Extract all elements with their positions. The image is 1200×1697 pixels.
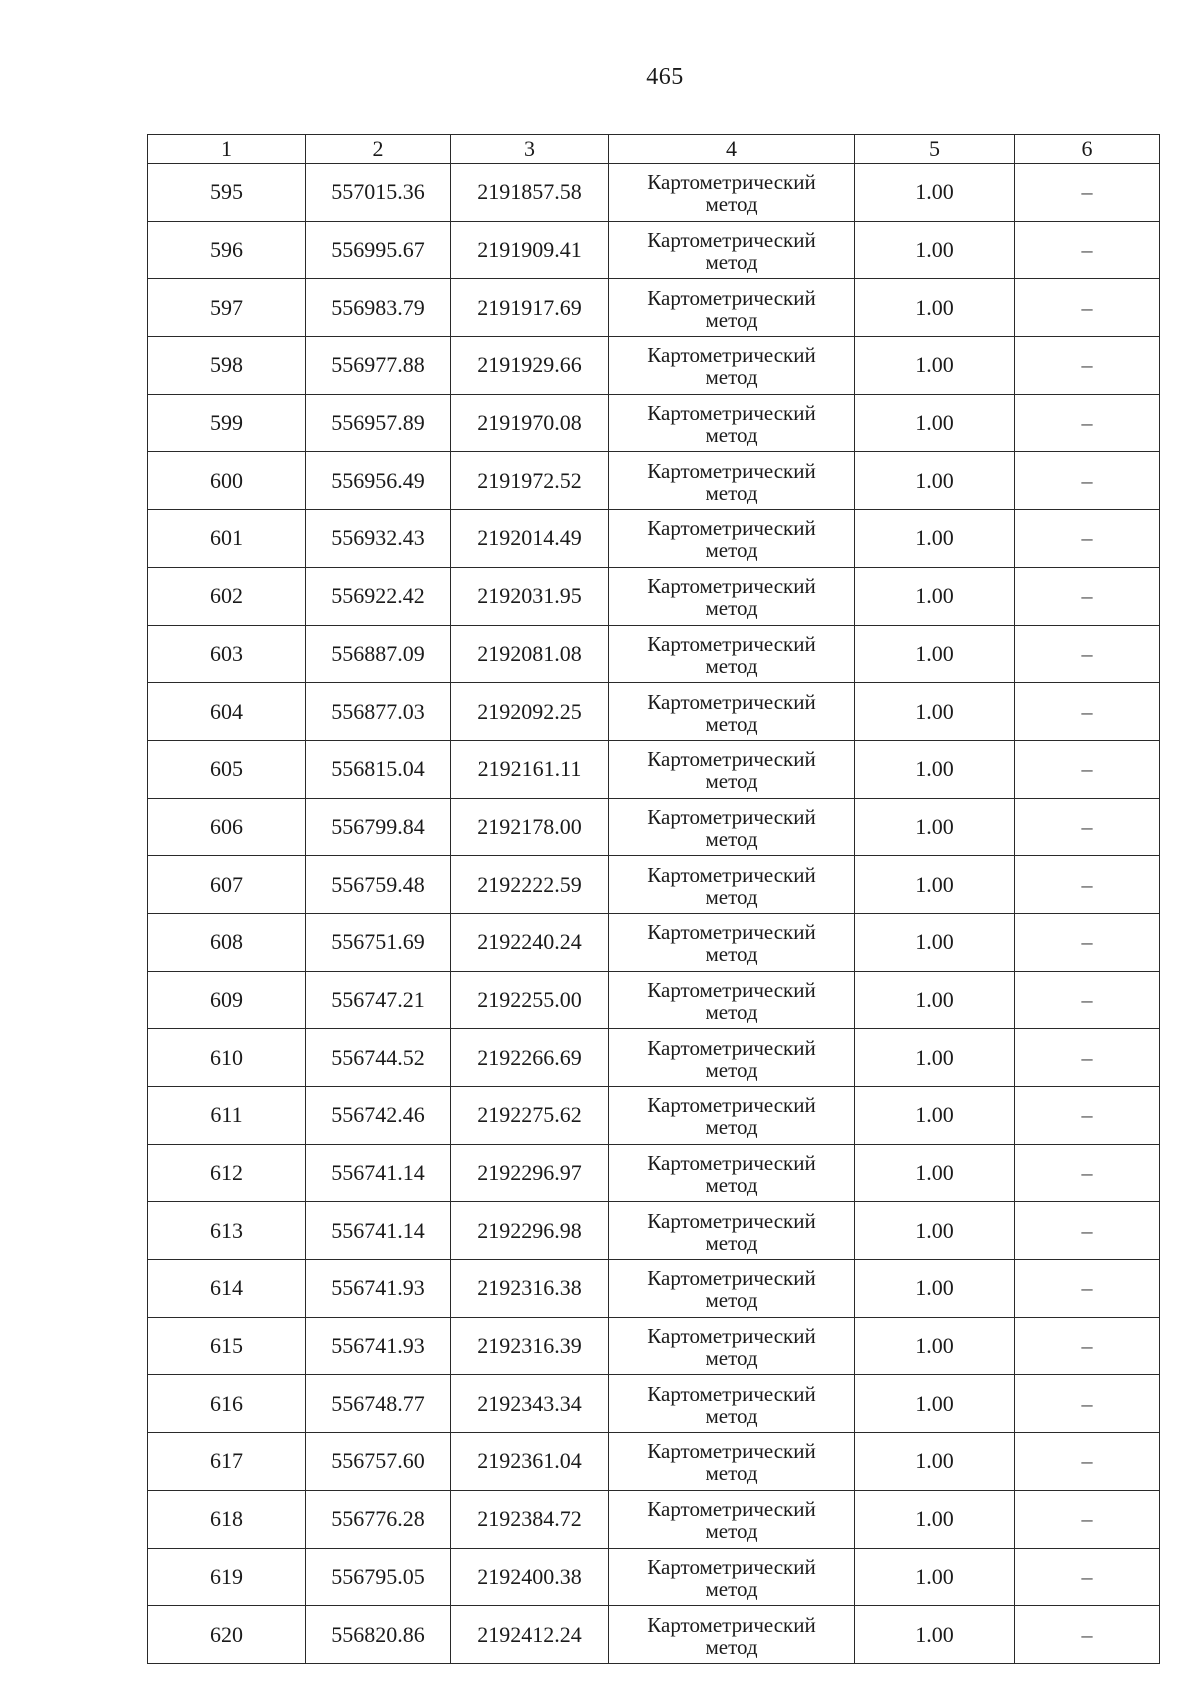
method-line-2: метод bbox=[705, 596, 758, 621]
point-number-cell: 615 bbox=[148, 1317, 306, 1375]
table-row bbox=[148, 971, 1160, 1029]
y-coordinate-cell: 2191929.66 bbox=[451, 337, 609, 395]
accuracy-cell: 1.00 bbox=[855, 164, 1015, 222]
x-coordinate-cell: 556887.09 bbox=[306, 625, 451, 683]
x-coordinate-cell: 556742.46 bbox=[306, 1087, 451, 1145]
y-coordinate-cell: 2191857.58 bbox=[451, 164, 609, 222]
point-number-cell: 613 bbox=[148, 1202, 306, 1260]
method-line-1: Картометрический bbox=[647, 631, 816, 656]
note-cell: – bbox=[1015, 683, 1160, 741]
method-cell bbox=[609, 567, 855, 625]
method-line-1: Картометрический bbox=[647, 977, 816, 1002]
method-cell bbox=[609, 1490, 855, 1548]
method-cell bbox=[609, 1202, 855, 1260]
method-line-1: Картометрический bbox=[647, 920, 816, 945]
method-line-2: метод bbox=[705, 1288, 758, 1313]
point-number-cell: 604 bbox=[148, 683, 306, 741]
method-line-2: метод bbox=[705, 1115, 758, 1140]
table-row bbox=[148, 856, 1160, 914]
method-line-1: Картометрический bbox=[647, 516, 816, 541]
note-cell: – bbox=[1015, 913, 1160, 971]
y-coordinate-cell: 2191970.08 bbox=[451, 394, 609, 452]
method-line-2: метод bbox=[705, 192, 758, 217]
note-cell: – bbox=[1015, 1375, 1160, 1433]
method-line-1: Картометрический bbox=[647, 1093, 816, 1118]
note-cell: – bbox=[1015, 164, 1160, 222]
table-row bbox=[148, 1490, 1160, 1548]
accuracy-cell: 1.00 bbox=[855, 1548, 1015, 1606]
accuracy-cell: 1.00 bbox=[855, 452, 1015, 510]
y-coordinate-cell: 2192240.24 bbox=[451, 913, 609, 971]
point-number-cell: 595 bbox=[148, 164, 306, 222]
method-line-1: Картометрический bbox=[647, 228, 816, 253]
table-row bbox=[148, 394, 1160, 452]
table-body bbox=[148, 164, 1160, 1664]
accuracy-cell: 1.00 bbox=[855, 971, 1015, 1029]
table-row bbox=[148, 1433, 1160, 1491]
y-coordinate-cell: 2192400.38 bbox=[451, 1548, 609, 1606]
point-number-cell: 608 bbox=[148, 913, 306, 971]
method-cell bbox=[609, 279, 855, 337]
accuracy-cell: 1.00 bbox=[855, 1317, 1015, 1375]
method-line-2: метод bbox=[705, 826, 758, 851]
method-line-2: метод bbox=[705, 653, 758, 678]
y-coordinate-cell: 2191909.41 bbox=[451, 221, 609, 279]
note-cell: – bbox=[1015, 337, 1160, 395]
method-cell bbox=[609, 856, 855, 914]
point-number-cell: 607 bbox=[148, 856, 306, 914]
x-coordinate-cell: 556932.43 bbox=[306, 510, 451, 568]
method-line-2: метод bbox=[705, 1403, 758, 1428]
y-coordinate-cell: 2192316.39 bbox=[451, 1317, 609, 1375]
point-number-cell: 599 bbox=[148, 394, 306, 452]
header-cell-3: 3 bbox=[451, 135, 609, 164]
x-coordinate-cell: 556741.14 bbox=[306, 1144, 451, 1202]
y-coordinate-cell: 2192384.72 bbox=[451, 1490, 609, 1548]
x-coordinate-cell: 556977.88 bbox=[306, 337, 451, 395]
y-coordinate-cell: 2192031.95 bbox=[451, 567, 609, 625]
note-cell: – bbox=[1015, 567, 1160, 625]
y-coordinate-cell: 2192222.59 bbox=[451, 856, 609, 914]
method-line-1: Картометрический bbox=[647, 1035, 816, 1060]
x-coordinate-cell: 556995.67 bbox=[306, 221, 451, 279]
method-line-1: Картометрический bbox=[647, 862, 816, 887]
table-row bbox=[148, 1375, 1160, 1433]
method-cell bbox=[609, 510, 855, 568]
table-header bbox=[148, 135, 1160, 164]
accuracy-cell: 1.00 bbox=[855, 1260, 1015, 1318]
method-line-1: Картометрический bbox=[647, 1381, 816, 1406]
point-number-cell: 603 bbox=[148, 625, 306, 683]
method-line-2: метод bbox=[705, 1461, 758, 1486]
x-coordinate-cell: 556956.49 bbox=[306, 452, 451, 510]
x-coordinate-cell: 556751.69 bbox=[306, 913, 451, 971]
method-line-2: метод bbox=[705, 480, 758, 505]
point-number-cell: 610 bbox=[148, 1029, 306, 1087]
accuracy-cell: 1.00 bbox=[855, 337, 1015, 395]
x-coordinate-cell: 556776.28 bbox=[306, 1490, 451, 1548]
method-line-2: метод bbox=[705, 769, 758, 794]
header-cell-4: 4 bbox=[609, 135, 855, 164]
accuracy-cell: 1.00 bbox=[855, 1202, 1015, 1260]
x-coordinate-cell: 556799.84 bbox=[306, 798, 451, 856]
method-cell bbox=[609, 1087, 855, 1145]
method-cell bbox=[609, 1433, 855, 1491]
x-coordinate-cell: 556741.14 bbox=[306, 1202, 451, 1260]
method-line-2: метод bbox=[705, 999, 758, 1024]
table-row bbox=[148, 1029, 1160, 1087]
method-cell bbox=[609, 1029, 855, 1087]
method-cell bbox=[609, 164, 855, 222]
method-line-1: Картометрический bbox=[647, 401, 816, 426]
y-coordinate-cell: 2192361.04 bbox=[451, 1433, 609, 1491]
header-cell-5: 5 bbox=[855, 135, 1015, 164]
method-line-2: метод bbox=[705, 1519, 758, 1544]
accuracy-cell: 1.00 bbox=[855, 1029, 1015, 1087]
note-cell: – bbox=[1015, 279, 1160, 337]
accuracy-cell: 1.00 bbox=[855, 1144, 1015, 1202]
point-number-cell: 601 bbox=[148, 510, 306, 568]
method-line-1: Картометрический bbox=[647, 574, 816, 599]
method-line-1: Картометрический bbox=[647, 747, 816, 772]
note-cell: – bbox=[1015, 856, 1160, 914]
table-row bbox=[148, 1087, 1160, 1145]
method-line-1: Картометрический bbox=[647, 1612, 816, 1637]
x-coordinate-cell: 556748.77 bbox=[306, 1375, 451, 1433]
point-number-cell: 618 bbox=[148, 1490, 306, 1548]
point-number-cell: 616 bbox=[148, 1375, 306, 1433]
accuracy-cell: 1.00 bbox=[855, 856, 1015, 914]
method-cell bbox=[609, 1375, 855, 1433]
method-line-1: Картометрический bbox=[647, 1266, 816, 1291]
point-number-cell: 614 bbox=[148, 1260, 306, 1318]
x-coordinate-cell: 556983.79 bbox=[306, 279, 451, 337]
note-cell: – bbox=[1015, 1087, 1160, 1145]
y-coordinate-cell: 2192412.24 bbox=[451, 1606, 609, 1664]
point-number-cell: 598 bbox=[148, 337, 306, 395]
y-coordinate-cell: 2192296.97 bbox=[451, 1144, 609, 1202]
note-cell: – bbox=[1015, 971, 1160, 1029]
accuracy-cell: 1.00 bbox=[855, 683, 1015, 741]
method-line-2: метод bbox=[705, 1230, 758, 1255]
table-row bbox=[148, 798, 1160, 856]
table-row bbox=[148, 510, 1160, 568]
note-cell: – bbox=[1015, 1606, 1160, 1664]
method-line-2: метод bbox=[705, 711, 758, 736]
accuracy-cell: 1.00 bbox=[855, 394, 1015, 452]
method-line-1: Картометрический bbox=[647, 1554, 816, 1579]
method-line-2: метод bbox=[705, 307, 758, 332]
point-number-cell: 600 bbox=[148, 452, 306, 510]
note-cell: – bbox=[1015, 1490, 1160, 1548]
x-coordinate-cell: 556820.86 bbox=[306, 1606, 451, 1664]
note-cell: – bbox=[1015, 1029, 1160, 1087]
note-cell: – bbox=[1015, 1260, 1160, 1318]
point-number-cell: 596 bbox=[148, 221, 306, 279]
point-number-cell: 606 bbox=[148, 798, 306, 856]
method-cell bbox=[609, 971, 855, 1029]
table-row bbox=[148, 1548, 1160, 1606]
point-number-cell: 617 bbox=[148, 1433, 306, 1491]
header-cell-2: 2 bbox=[306, 135, 451, 164]
method-cell bbox=[609, 394, 855, 452]
table-row bbox=[148, 279, 1160, 337]
note-cell: – bbox=[1015, 1144, 1160, 1202]
method-cell bbox=[609, 452, 855, 510]
accuracy-cell: 1.00 bbox=[855, 1087, 1015, 1145]
method-line-2: метод bbox=[705, 423, 758, 448]
y-coordinate-cell: 2192255.00 bbox=[451, 971, 609, 1029]
point-number-cell: 605 bbox=[148, 740, 306, 798]
method-line-2: метод bbox=[705, 1173, 758, 1198]
table-row bbox=[148, 1606, 1160, 1664]
point-number-cell: 597 bbox=[148, 279, 306, 337]
method-line-1: Картометрический bbox=[647, 1324, 816, 1349]
method-cell bbox=[609, 913, 855, 971]
method-cell bbox=[609, 1317, 855, 1375]
x-coordinate-cell: 556747.21 bbox=[306, 971, 451, 1029]
accuracy-cell: 1.00 bbox=[855, 740, 1015, 798]
x-coordinate-cell: 556815.04 bbox=[306, 740, 451, 798]
accuracy-cell: 1.00 bbox=[855, 1606, 1015, 1664]
header-cell-1: 1 bbox=[148, 135, 306, 164]
page-number: 465 bbox=[646, 64, 684, 90]
x-coordinate-cell: 556744.52 bbox=[306, 1029, 451, 1087]
method-cell bbox=[609, 683, 855, 741]
method-line-1: Картометрический bbox=[647, 1151, 816, 1176]
point-number-cell: 609 bbox=[148, 971, 306, 1029]
point-number-cell: 620 bbox=[148, 1606, 306, 1664]
method-line-1: Картометрический bbox=[647, 1497, 816, 1522]
x-coordinate-cell: 557015.36 bbox=[306, 164, 451, 222]
note-cell: – bbox=[1015, 510, 1160, 568]
method-line-2: метод bbox=[705, 1634, 758, 1659]
method-line-1: Картометрический bbox=[647, 170, 816, 195]
method-cell bbox=[609, 625, 855, 683]
x-coordinate-cell: 556757.60 bbox=[306, 1433, 451, 1491]
method-cell bbox=[609, 740, 855, 798]
method-cell bbox=[609, 337, 855, 395]
method-line-1: Картометрический bbox=[647, 458, 816, 483]
point-number-cell: 611 bbox=[148, 1087, 306, 1145]
method-line-2: метод bbox=[705, 538, 758, 563]
accuracy-cell: 1.00 bbox=[855, 279, 1015, 337]
header-cell-6: 6 bbox=[1015, 135, 1160, 164]
y-coordinate-cell: 2191917.69 bbox=[451, 279, 609, 337]
table-row bbox=[148, 1317, 1160, 1375]
accuracy-cell: 1.00 bbox=[855, 1375, 1015, 1433]
table-row bbox=[148, 337, 1160, 395]
note-cell: – bbox=[1015, 1433, 1160, 1491]
accuracy-cell: 1.00 bbox=[855, 510, 1015, 568]
table-row bbox=[148, 625, 1160, 683]
method-line-1: Картометрический bbox=[647, 1439, 816, 1464]
x-coordinate-cell: 556877.03 bbox=[306, 683, 451, 741]
method-line-2: метод bbox=[705, 942, 758, 967]
note-cell: – bbox=[1015, 1548, 1160, 1606]
note-cell: – bbox=[1015, 1202, 1160, 1260]
table-row bbox=[148, 452, 1160, 510]
method-line-1: Картометрический bbox=[647, 1208, 816, 1233]
table-row bbox=[148, 1260, 1160, 1318]
table-row bbox=[148, 1144, 1160, 1202]
x-coordinate-cell: 556922.42 bbox=[306, 567, 451, 625]
note-cell: – bbox=[1015, 452, 1160, 510]
x-coordinate-cell: 556741.93 bbox=[306, 1260, 451, 1318]
x-coordinate-cell: 556741.93 bbox=[306, 1317, 451, 1375]
y-coordinate-cell: 2192081.08 bbox=[451, 625, 609, 683]
x-coordinate-cell: 556759.48 bbox=[306, 856, 451, 914]
y-coordinate-cell: 2192014.49 bbox=[451, 510, 609, 568]
point-number-cell: 619 bbox=[148, 1548, 306, 1606]
accuracy-cell: 1.00 bbox=[855, 1490, 1015, 1548]
method-line-2: метод bbox=[705, 1057, 758, 1082]
y-coordinate-cell: 2191972.52 bbox=[451, 452, 609, 510]
method-cell bbox=[609, 1144, 855, 1202]
note-cell: – bbox=[1015, 221, 1160, 279]
x-coordinate-cell: 556957.89 bbox=[306, 394, 451, 452]
table-row bbox=[148, 1202, 1160, 1260]
method-cell bbox=[609, 221, 855, 279]
method-cell bbox=[609, 798, 855, 856]
method-cell bbox=[609, 1548, 855, 1606]
y-coordinate-cell: 2192161.11 bbox=[451, 740, 609, 798]
table-row bbox=[148, 567, 1160, 625]
x-coordinate-cell: 556795.05 bbox=[306, 1548, 451, 1606]
accuracy-cell: 1.00 bbox=[855, 567, 1015, 625]
method-cell bbox=[609, 1260, 855, 1318]
y-coordinate-cell: 2192296.98 bbox=[451, 1202, 609, 1260]
note-cell: – bbox=[1015, 625, 1160, 683]
table-row bbox=[148, 683, 1160, 741]
y-coordinate-cell: 2192316.38 bbox=[451, 1260, 609, 1318]
y-coordinate-cell: 2192343.34 bbox=[451, 1375, 609, 1433]
method-line-2: метод bbox=[705, 1346, 758, 1371]
note-cell: – bbox=[1015, 1317, 1160, 1375]
table-row bbox=[148, 740, 1160, 798]
table-row bbox=[148, 913, 1160, 971]
header-row bbox=[148, 135, 1160, 164]
accuracy-cell: 1.00 bbox=[855, 625, 1015, 683]
point-number-cell: 612 bbox=[148, 1144, 306, 1202]
method-line-2: метод bbox=[705, 884, 758, 909]
method-cell bbox=[609, 1606, 855, 1664]
method-line-1: Картометрический bbox=[647, 285, 816, 310]
y-coordinate-cell: 2192275.62 bbox=[451, 1087, 609, 1145]
note-cell: – bbox=[1015, 740, 1160, 798]
point-number-cell: 602 bbox=[148, 567, 306, 625]
method-line-2: метод bbox=[705, 250, 758, 275]
y-coordinate-cell: 2192092.25 bbox=[451, 683, 609, 741]
coordinates-table bbox=[147, 134, 1160, 1664]
accuracy-cell: 1.00 bbox=[855, 798, 1015, 856]
note-cell: – bbox=[1015, 394, 1160, 452]
method-line-1: Картометрический bbox=[647, 804, 816, 829]
table-row bbox=[148, 221, 1160, 279]
accuracy-cell: 1.00 bbox=[855, 1433, 1015, 1491]
accuracy-cell: 1.00 bbox=[855, 913, 1015, 971]
method-line-2: метод bbox=[705, 1576, 758, 1601]
method-line-1: Картометрический bbox=[647, 343, 816, 368]
y-coordinate-cell: 2192266.69 bbox=[451, 1029, 609, 1087]
note-cell: – bbox=[1015, 798, 1160, 856]
y-coordinate-cell: 2192178.00 bbox=[451, 798, 609, 856]
accuracy-cell: 1.00 bbox=[855, 221, 1015, 279]
method-line-2: метод bbox=[705, 365, 758, 390]
table-row bbox=[148, 164, 1160, 222]
method-line-1: Картометрический bbox=[647, 689, 816, 714]
